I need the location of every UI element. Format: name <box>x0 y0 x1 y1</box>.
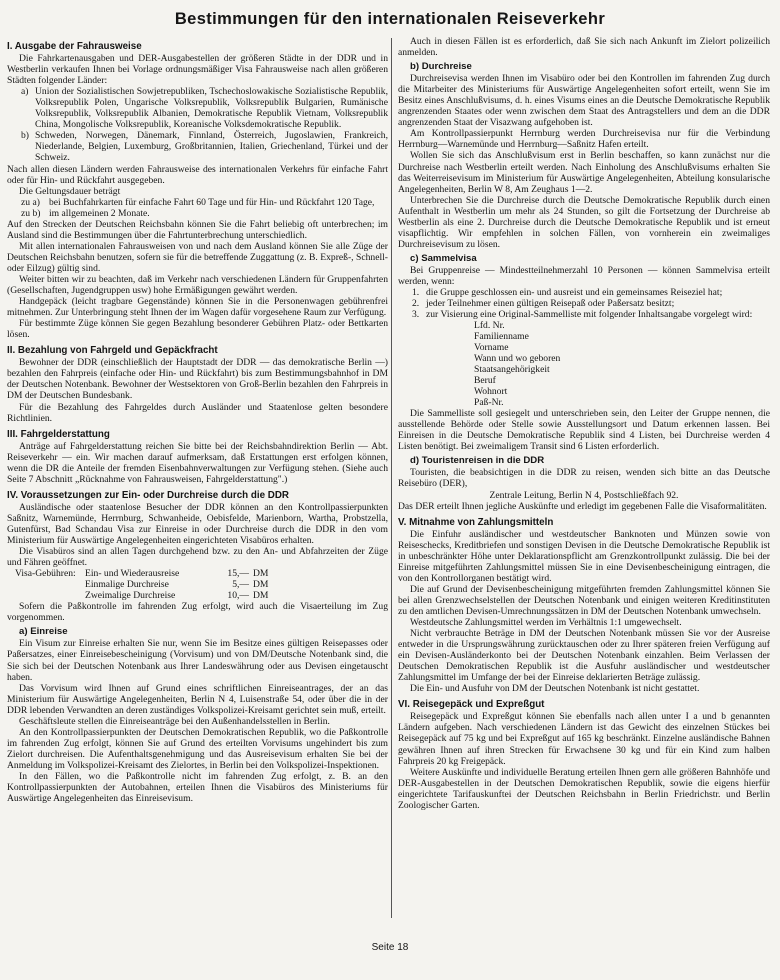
section-heading: VI. Reisegepäck und Expreßgut <box>398 699 545 711</box>
page-title: Bestimmungen für den internationalen Reiseverkehr <box>174 10 606 28</box>
subsection-heading: b) Durchreise <box>410 61 472 73</box>
list-label: 2. <box>412 298 420 310</box>
list-item <box>21 130 388 163</box>
list-label: 1. <box>412 287 420 299</box>
list-label: b) <box>21 130 29 142</box>
paragraph: Ein Visum zur Einreise erhalten Sie nur, wenn Sie im Besitze eines gültigen Reisepasses oder Paßersatzes, einer Einreisebescheinigung (Vorvisum) und von DM/Deutsche Notenbank sind, die Sie sich bei der Deutschen Notenbank aus Ihrer Landeswährung oder aus Devisen eingetauscht haben. <box>7 638 388 683</box>
fee-row <box>15 568 388 579</box>
paragraph: Die auf Grund der Devisenbescheinigung mitgeführten fremden Zahlungsmittel können Sie bei allen Grenzwechselstellen der Deutschen Notenbank und einigen weiteren Kreditinstituten zu den amtlichen Devisen-Umrechnungssätzen in DM der Deutschen Notenbank umwechseln. <box>398 583 770 617</box>
paragraph: Auf den Strecken der Deutschen Reichsbahn können Sie die Fahrt beliebig oft unterbrechen; im Ausland sind die Bestimmungen über die Fahrtunterbrechung unterschiedlich. <box>7 218 388 241</box>
list-text: die Gruppe geschlossen ein- und ausreist und ein gemeinsames Reiseziel hat; <box>426 287 723 299</box>
paragraph: Handgepäck (leicht tragbare Gegenstände) können Sie in die Personenwagen gebührenfrei mitnehmen. Zur Unterbringung steht Ihnen der im Wagen dafür vorgesehene Raum zur Verfügung. <box>7 296 388 319</box>
paragraph: Touristen, die beabsichtigen in die DDR zu reisen, wenden sich bitte an das Deutsche Reisebüro (DER), <box>398 467 770 490</box>
paragraph: Bewohner der DDR (einschließlich der Hauptstadt der DDR — das demokratische Berlin —) bezahlen den Fahrpreis (einfache oder Hin- und Rückfahrt) bis zum Bestimmungsbahnhof in DM der Deutschen Notenbank. Bewohner der Westsektoren von Groß-Berlin bezahlen den Fahrpreis in DM der Deutschen Bundesbank. <box>7 357 388 402</box>
paragraph: Weiter bitten wir zu beachten, daß im Verkehr nach verschiedenen Ländern für Gruppenfahrten (Gesellschaften, Jugendgruppen usw) hohe Ermäßigungen gewährt werden. <box>7 273 388 297</box>
fee-label: Ein- und Wiederausreise <box>85 568 180 580</box>
subsection-heading: d) Touristenreisen in die DDR <box>410 455 545 467</box>
list-text: Schweden, Norwegen, Dänemark, Finnland, Österreich, Jugoslawien, Frankreich, Niederlande, Belgien, Luxemburg, Großbritannien, Italien, Griechenland, Türkei und der Schweiz. <box>35 130 388 164</box>
paragraph: Die Ein- und Ausfuhr von DM der Deutschen Notenbank ist nicht gestattet. <box>410 683 700 695</box>
subsection-heading: c) Sammelvisa <box>410 252 477 264</box>
list-label: zu a) <box>21 196 40 208</box>
list-label: a) <box>21 86 29 98</box>
section-heading: V. Mitnahme von Zahlungsmitteln <box>398 516 554 528</box>
fee-amount: 5,— <box>232 579 249 591</box>
form-field-label: Staatsangehörigkeit <box>474 364 550 376</box>
paragraph: Die Einfuhr ausländischer und westdeutscher Banknoten und Münzen sowie von Reiseschecks, Kreditbriefen und sonstigen Devisen in die Deutsche Demokratische Republik ist in unbeschränkter Höhe unter Deklarationspflicht am Grenzkontrollpunkt zulässig. Die bei der Einreise mitgeführten Zahlungsmittel müssen Sie in eine Devisenbescheinigung eintragen, die von den Kontrollorganen bestätigt wird. <box>398 528 770 584</box>
section-heading: I. Ausgabe der Fahrausweise <box>7 41 142 52</box>
paragraph: Durchreisevisa werden Ihnen im Visabüro oder bei den Kontrollen im fahrenden Zug durch die Mitarbeiter des Ministeriums für Auswärtige Angelegenheiten sofort erteilt, wenn Sie im Besitz eines Anschlußvisums, d. h. eines Visums eines an die Deutsche Demokratische Republik angrenzenden Staates oder wenn zwischen dem Staat des Antragstellers und dem an die DDR angrenzenden Staat der Visazwang aufgehoben ist. <box>398 73 770 129</box>
fee-amount: 10,— <box>227 590 249 602</box>
fee-currency: DM <box>253 579 269 591</box>
paragraph: Das DER erteilt Ihnen jegliche Auskünfte und erledigt im gegebenen Falle die Visaformalitäten. <box>398 500 767 512</box>
form-field-label: Vorname <box>474 342 509 354</box>
right-column <box>398 36 770 936</box>
list-text: im allgemeinen 2 Monate. <box>49 207 150 219</box>
paragraph: Für die Bezahlung des Fahrgeldes durch Ausländer und Staatenlose gelten besondere Richtlinien. <box>7 401 388 424</box>
paragraph: Geschäftsleute stellen die Einreiseanträge bei den Außenhandelsstellen in Berlin. <box>19 715 330 727</box>
left-column <box>7 36 388 936</box>
paragraph: Das Vorvisum wird Ihnen auf Grund eines schriftlichen Einreiseantrages, der an das Ministerium für Auswärtige Angelegenheiten, Berlin N 4, Luisenstraße 54, oder über die in der DDR lebenden Verwandten an deren zuständiges Volkspolizei-Kreisamt gerichtet sein muß, erteilt. <box>7 682 388 716</box>
paragraph: Sofern die Paßkontrolle im fahrenden Zug erfolgt, wird auch die Visaerteilung im Zug vorgenommen. <box>7 601 388 624</box>
list-item <box>412 309 770 320</box>
column-divider <box>391 38 392 918</box>
form-field-label: Beruf <box>474 375 496 387</box>
form-field-label: Lfd. Nr. <box>474 320 505 332</box>
fee-currency: DM <box>253 590 269 602</box>
fee-label: Zweimalige Durchreise <box>85 590 176 602</box>
paragraph: Am Kontrollpassierpunkt Herrnburg werden Durchreisevisa nur für die Verbindung Herrnburg—Warnemünde und Herrnburg—Saßnitz Hafen erteilt. <box>398 128 770 151</box>
paragraph: Nach allen diesen Ländern werden Fahrausweise des internationalen Verkehrs für einfache Fahrt oder für Hin- und Rückfahrt ausgegeben. <box>7 163 388 186</box>
list-text: Union der Sozialistischen Sowjetrepubliken, Tschechoslowakische Sozialistische Republik, Volksrepublik Polen, Ungarische Volksrepublik, Volksrepublik Bulgarien, Rumänische Volksrepublik, Volksrepublik Albanien, Demokratische Republik Vietnam, Volksrepublik China, Mongolische Volksrepublik, Koreanische Volksdemokratische Republik. <box>35 86 388 131</box>
list-text: zur Visierung eine Original-Sammelliste mit folgender Inhaltsangabe vorgelegt wird: <box>426 309 753 321</box>
section-heading: III. Fahrgelderstattung <box>7 428 110 440</box>
list-label: zu b) <box>21 207 41 219</box>
paragraph: Westdeutsche Zahlungsmittel werden im Verhältnis 1:1 umgewechselt. <box>410 617 682 629</box>
paragraph: Die Visabüros sind an allen Tagen durchgehend bzw. zu den An- und Abfahrzeiten der Züge und Fähren geöffnet. <box>7 546 388 569</box>
paragraph: Unterbrechen Sie die Durchreise durch die Deutsche Demokratische Republik durch einen Aufenthalt in Westberlin um mehr als 24 Stunden, so gilt die Fortsetzung der Durchreise ab Westberlin als eine 2. Durchreise durch die Deutsche Demokratische Republik und ist erneut visapflichtig. Wir empfehlen in solchen Fällen, von vornherein ein zweimaliges Durchreisevisum zu lösen. <box>398 194 770 250</box>
list-item <box>21 86 388 130</box>
paragraph: Wollen Sie sich das Anschlußvisum erst in Berlin beschaffen, so kann zunächst nur die Durchreise nach Westberlin erteilt werden. Nach Einholung des Anschlußvisums erhalten Sie das Weiterreisevisum im Ministerium für Auswärtige Angelegenheiten, Abteilung konsularische Angelegenheiten, Berlin W 8, Am Zeughaus 1—2. <box>398 150 770 195</box>
paragraph: An den Kontrollpassierpunkten der Deutschen Demokratischen Republik, wo die Paßkontrolle im fahrenden Zug erfolgt, können Sie auf Grund des erteilten Vorvisums ungehindert bis zum Zielort durchreisen. Die Aufenthaltsgenehmigung und das Ausreisevisum erhalten Sie bei der Anmeldung im Volkspolizei-Kreisamt des Zielortes, in Berlin bei den Volkspolizei-Inspektionen. <box>7 726 388 771</box>
fee-heading: Visa-Gebühren: <box>15 568 76 580</box>
collective-list-fields <box>474 320 770 408</box>
fee-row <box>15 579 388 590</box>
fee-row <box>15 590 388 601</box>
paragraph: Auch in diesen Fällen ist es erforderlich, daß Sie sich nach Ankunft im Zielort polizeilich anmelden. <box>398 36 770 59</box>
address-line: Zentrale Leitung, Berlin N 4, Postschließfach 92. <box>489 489 679 501</box>
form-field-label: Wann und wo geboren <box>474 353 561 365</box>
subsection-heading: a) Einreise <box>19 626 68 638</box>
paragraph: Bei Gruppenreise — Mindestteilnehmerzahl 10 Personen — können Sammelvisa erteilt werden, wenn: <box>398 264 770 287</box>
paragraph: Weitere Auskünfte und individuelle Beratung erteilen Ihnen gern alle größeren Bahnhöfe und DER-Ausgabestellen in der Deutschen Demokratischen Republik, sowie die eigens hierfür eingerichtete Tarifauskunftei der Deutschen Reichsbahn in Berlin Friedrichstr. und Berlin Zoologischer Garten. <box>398 766 770 811</box>
paragraph: Anträge auf Fahrgelderstattung reichen Sie bitte bei der Reichsbahndirektion Berlin — Abt. Reiseverkehr — ein. Wir machen darauf aufmerksam, daß Erstattungen erst erfolgen können, wenn die DR die Anteile der fremden Eisenbahnverwaltungen zur Verfügung stehen. (Siehe auch Seite 7 Abschnitt „Rücknahme von Fahrausweisen, Fahrgelderstattung".) <box>7 440 388 485</box>
paragraph: In den Fällen, wo die Paßkontrolle nicht im fahrenden Zug erfolgt, z. B. an den Kontrollpassierpunkten der Autobahnen, erteilen Ihnen die Visabüros des Ministeriums für Auswärtige Angelegenheiten das Einreisevisum. <box>7 771 388 805</box>
list-item <box>412 287 770 298</box>
list-item <box>21 208 388 219</box>
form-field-label: Wohnort <box>474 386 508 398</box>
paragraph: Mit allen internationalen Fahrausweisen von und nach dem Ausland können Sie alle Züge der Deutschen Reichsbahn benutzen, sofern sie für die betreffende Zuggattung (z. B. Expreß-, Schnell- oder Eilzug) gültig sind. <box>7 240 388 274</box>
paragraph: Die Fahrkartenausgaben und DER-Ausgabestellen der größeren Städte in der DDR und in Westberlin verkaufen Ihnen bei Vorlage ordnungsmäßiger Visa Fahrausweise nach allen größeren Städten folgender Länder: <box>7 53 388 87</box>
paragraph: Die Geltungsdauer beträgt <box>19 185 121 197</box>
fee-amount: 15,— <box>227 568 249 580</box>
section-heading: II. Bezahlung von Fahrgeld und Gepäckfracht <box>7 345 218 357</box>
list-text: bei Buchfahrkarten für einfache Fahrt 60 Tage und für Hin- und Rückfahrt 120 Tage, <box>49 196 375 208</box>
paragraph: Reisegepäck und Expreßgut können Sie ebenfalls nach allen unter I a und b genannten Ländern aufgeben. Nach verschiedenen Ländern ist das Gewicht des einzelnen Stückes bei Reisegepäck auf 75 kg und bei Expreßgut auf 165 kg beschränkt. Einzelne ausländische Bahnen gewähren Ihnen auf ihren Strecken für Erwachsene 30 kg und für ein Kind zum halben Fahrpreis 20 kg Freigepäck. <box>398 711 770 767</box>
page-number: Seite 18 <box>371 942 409 953</box>
paragraph: Die Sammelliste soll gesiegelt und unterschrieben sein, den Leiter der Gruppe nennen, die ausstellende Behörde oder Stelle sowie Ausstellungsort und Datum erkennen lassen. Bei Einreisen in die Deutsche Demokratische Republik sind 4 Listen, bei Durchreise werden 4 Listen benötigt. Bei zweimaligem Transit sind 6 Listen erforderlich. <box>398 408 770 453</box>
fee-currency: DM <box>253 568 269 580</box>
list-label: 3. <box>412 309 420 321</box>
paragraph: Für bestimmte Züge können Sie gegen Bezahlung besonderer Gebühren Platz- oder Bettkarten lösen. <box>7 318 388 341</box>
paragraph: Ausländische oder staatenlose Besucher der DDR können an den Kontrollpassierpunkten Saßnitz, Warnemünde, Herrnburg, Schwanheide, Oebisfelde, Marienborn, Wartha, Probstzella, Gutenfürst, Bad Schandau Visa zur Einreise in oder Durchreise durch die DDR in den vom Ministerium für Auswärtige Angelegenheiten eingerichteten Visabüros erhalten. <box>7 501 388 547</box>
list-text: jeder Teilnehmer einen gültigen Reisepaß oder Paßersatz besitzt; <box>426 298 675 310</box>
list-item <box>21 197 388 208</box>
paragraph: Nicht verbrauchte Beträge in DM der Deutschen Notenbank müssen Sie vor der Ausreise entweder in die Ursprungswährung zurücktauschen oder zu Ihrer späteren freien Verfügung auf ein Devisen-Ausländerkonto bei der Deutschen Notenbank einzahlen. Beim Verlassen der Deutschen Demokratischen Republik ist die Ausfuhr ausländischer und westdeutscher Zahlungsmittel im Umfange der bei der Einreise deklarierten Beträge zulässig. <box>398 628 770 684</box>
fee-label: Einmalige Durchreise <box>85 579 169 591</box>
form-field-label: Familienname <box>474 331 529 343</box>
section-heading: IV. Voraussetzungen zur Ein- oder Durchreise durch die DDR <box>7 489 289 501</box>
form-field-label: Paß-Nr. <box>474 397 504 409</box>
list-item <box>412 298 770 309</box>
